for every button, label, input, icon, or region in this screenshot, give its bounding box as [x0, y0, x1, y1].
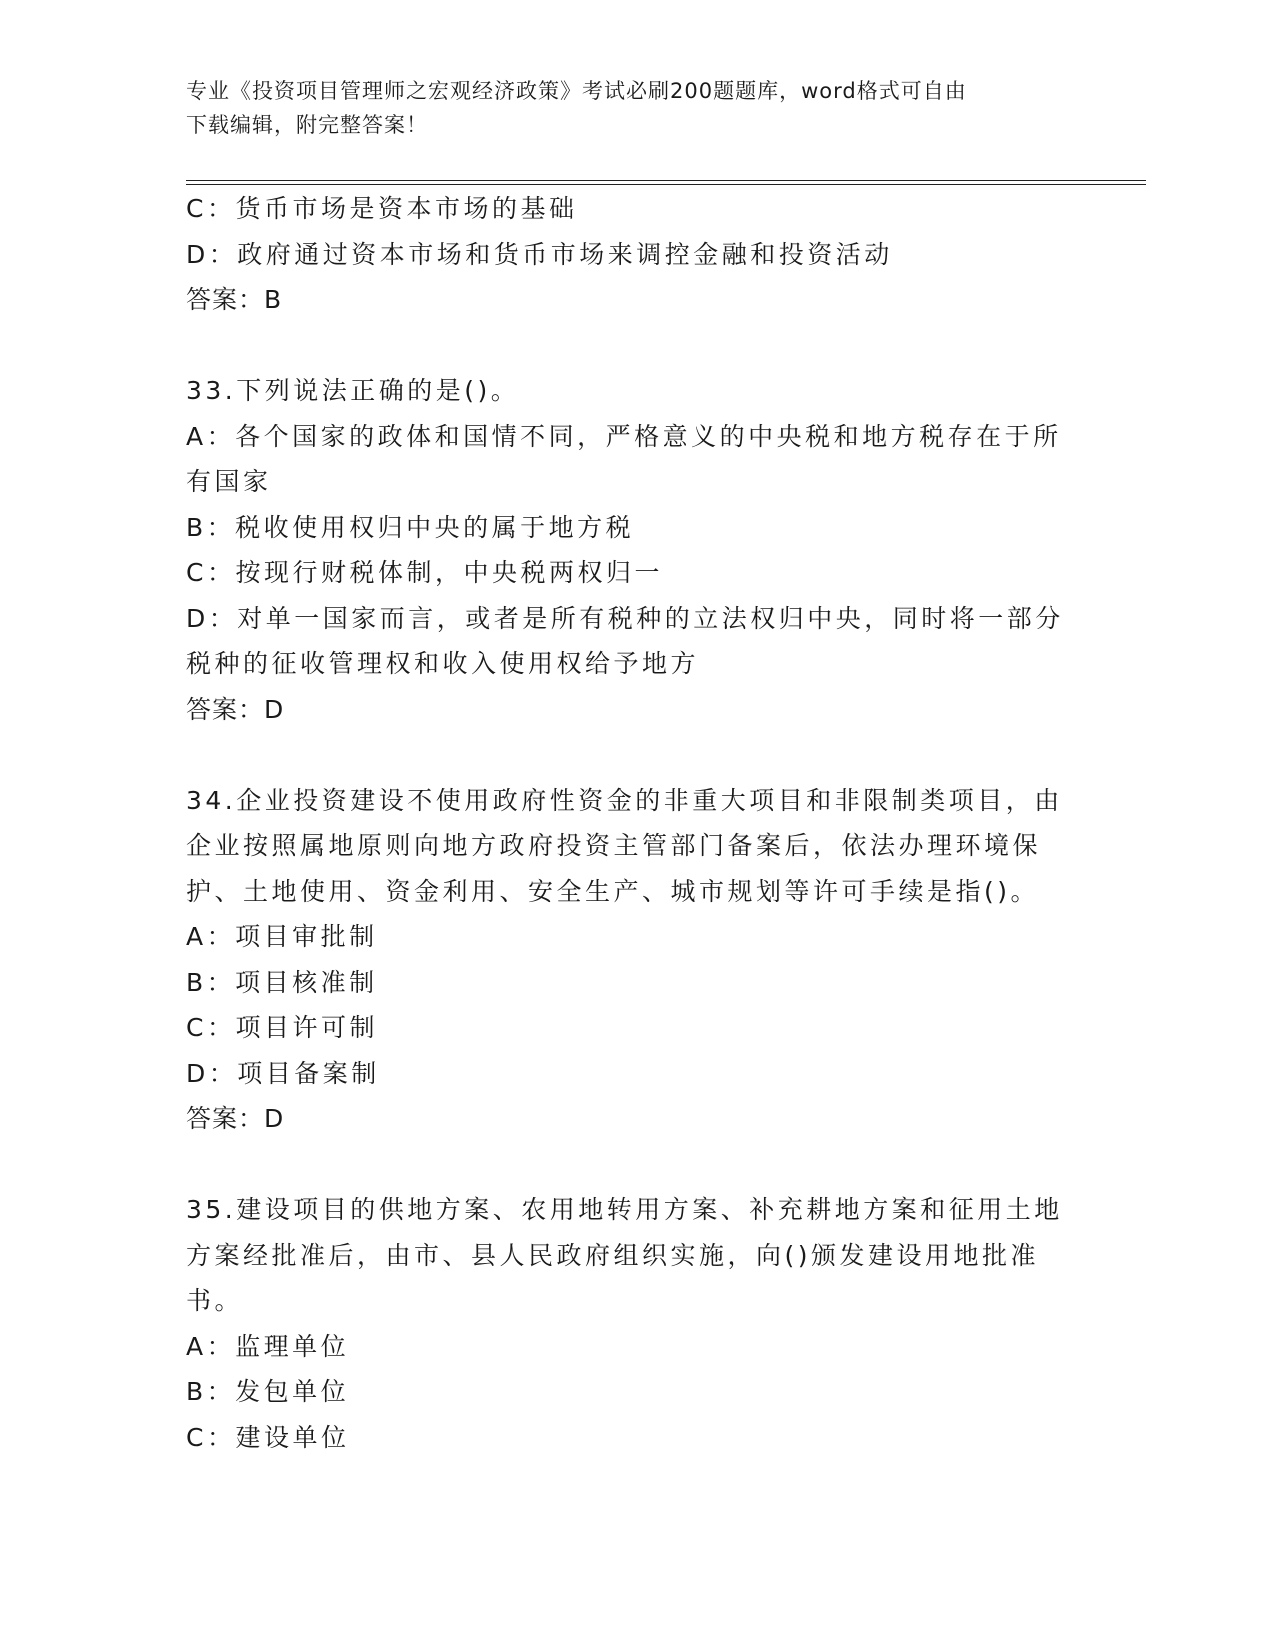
option-b: B：税收使用权归中央的属于地方税	[186, 512, 635, 542]
option-c: C：建设单位	[186, 1422, 350, 1452]
header-line-2: 下载编辑，附完整答案！	[186, 113, 428, 137]
question-content	[186, 186, 1086, 1460]
option-a: A：各个国家的政体和国情不同，严格意义的中央税和地方税存在于所	[186, 421, 1062, 451]
option-c: C：货币市场是资本市场的基础	[186, 194, 578, 223]
document-header	[186, 74, 1086, 142]
option-a: A：项目审批制	[186, 922, 378, 951]
option-a: A：监理单位	[186, 1331, 350, 1361]
header-divider-top	[186, 180, 1146, 181]
answer-line: 答案：B	[186, 285, 283, 314]
option-d-continued: 税种的征收管理权和收入使用权给予地方	[186, 649, 700, 678]
option-d: D：政府通过资本市场和货币市场来调控金融和投资活动	[186, 239, 893, 269]
previous-question-tail	[186, 186, 1086, 323]
option-c: C：项目许可制	[186, 1013, 378, 1042]
spacer	[186, 732, 1086, 778]
question-34	[186, 778, 1086, 1142]
answer-line: 答案：D	[186, 694, 285, 724]
option-c: C：按现行财税体制，中央税两权归一	[186, 558, 663, 587]
header-divider-bottom	[186, 184, 1146, 185]
question-text: 33.下列说法正确的是()。	[186, 376, 520, 405]
question-33	[186, 368, 1086, 732]
spacer	[186, 323, 1086, 369]
question-text-continued: 护、土地使用、资金利用、安全生产、城市规划等许可手续是指()。	[186, 876, 1040, 906]
question-text-continued: 书。	[186, 1286, 244, 1315]
option-b: B：项目核准制	[186, 967, 378, 997]
option-d: D：对单一国家而言，或者是所有税种的立法权归中央，同时将一部分	[186, 603, 1064, 633]
option-d: D：项目备案制	[186, 1058, 380, 1088]
question-text: 35.建设项目的供地方案、农用地转用方案、补充耕地方案和征用土地	[186, 1195, 1063, 1224]
answer-line: 答案：D	[186, 1104, 285, 1133]
question-text-continued: 企业按照属地原则向地方政府投资主管部门备案后，依法办理环境保	[186, 831, 1042, 860]
header-line-1: 专业《投资项目管理师之宏观经济政策》考试必刷200题题库，word格式可自由	[186, 79, 967, 103]
question-text-continued: 方案经批准后，由市、县人民政府组织实施，向()颁发建设用地批准	[186, 1240, 1040, 1270]
question-35	[186, 1187, 1086, 1460]
question-text: 34.企业投资建设不使用政府性资金的非重大项目和非限制类项目，由	[186, 785, 1063, 815]
option-b: B：发包单位	[186, 1377, 350, 1406]
spacer	[186, 1142, 1086, 1188]
option-a-continued: 有国家	[186, 467, 272, 496]
